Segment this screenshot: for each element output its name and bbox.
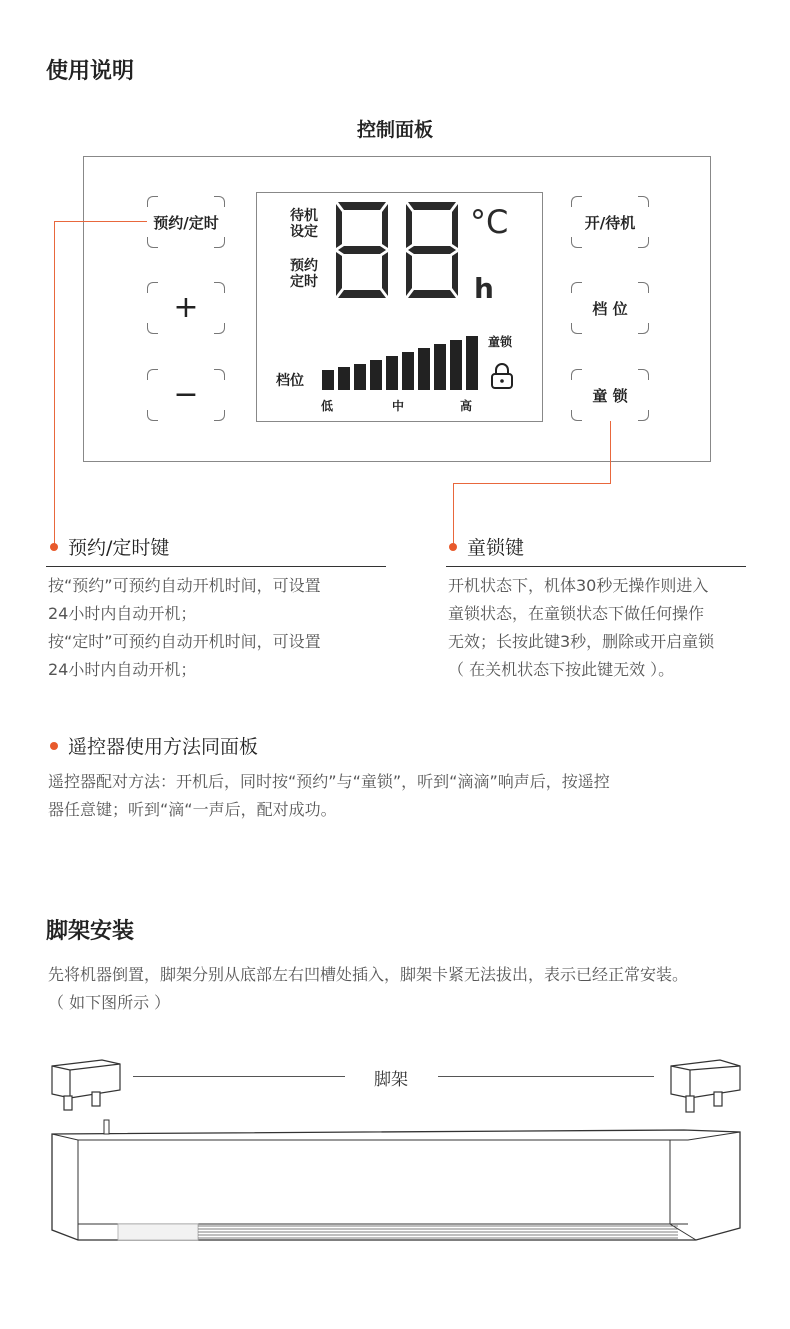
lock-icon [490,362,514,390]
child-lock-button-label: 童 锁 [592,386,628,405]
gear-bar [418,348,430,390]
standby-setting-label: 待机 设定 [290,208,318,240]
remote-text: 遥控器配对方法：开机后，同时按“预约”与“童锁”，听到“滴滴”响声后，按遥控 器任意键；听到“滴“一声后，配对成功。 [48,772,610,819]
minus-icon: − [173,377,199,412]
gear-bar [450,340,462,390]
gear-indicator-label: 档位 [276,373,304,389]
callout-lock-title: 童锁键 [467,537,525,559]
gear-bar [354,364,366,390]
bullet-dot [50,742,58,750]
leader-line-left-v [54,221,55,545]
level-mid: 中 [392,399,405,413]
schedule-timer-label: 预约 定时 [290,258,318,290]
leader-line-right-v2 [453,483,454,545]
stand-install-text: 先将机器倒置，脚架分别从底部左右凹槽处插入，脚架卡紧无法拔出，表示已经正常安装。 （ 如下图所示 ） [48,965,689,1012]
plus-button[interactable] [147,282,225,334]
leader-line-right-h [453,483,611,484]
gear-bar [338,367,350,390]
section-title-instructions: 使用说明 [46,59,135,84]
leader-line-left-h [54,221,147,222]
gear-bar [466,336,478,390]
hour-unit: h [474,272,494,305]
bullet-dot [50,543,58,551]
stand-left-illustration [48,1058,123,1118]
gear-bar [434,344,446,390]
gear-level-bars [320,334,480,392]
gear-bar [370,360,382,390]
schedule-timer-button[interactable] [147,196,225,248]
gear-bar [322,370,334,390]
bullet-dot [449,543,457,551]
stand-label-line-left [133,1076,345,1077]
section-title-stand-install: 脚架安装 [46,919,135,944]
power-standby-button[interactable] [571,196,649,248]
schedule-timer-button-label: 预约/定时 [153,213,219,232]
gear-bar [402,352,414,390]
stand-label-line-right [438,1076,654,1077]
leader-line-right-v1 [610,421,611,483]
plus-icon: + [173,290,199,325]
seven-segment-digits [328,200,468,300]
level-low: 低 [321,399,334,413]
stand-label: 脚架 [374,1070,408,1090]
gear-button-label: 档 位 [592,299,628,318]
callout-divider [446,566,746,567]
stand-right-illustration [668,1058,743,1118]
callout-schedule-text: 按“预约”可预约自动开机时间，可设置 24小时内自动开机； 按“定时”可预约自动开机时间，可设置 24小时内自动开机； [48,576,321,679]
panel-title: 控制面板 [356,119,433,141]
heater-body-illustration [48,1118,744,1248]
gear-bar [386,356,398,390]
callout-divider [46,566,386,567]
child-lock-indicator-label: 童锁 [488,335,513,349]
power-standby-button-label: 开/待机 [584,213,636,232]
remote-title: 遥控器使用方法同面板 [68,736,259,758]
callout-schedule-title: 预约/定时键 [68,537,170,559]
celsius-unit: °C [470,203,509,241]
level-high: 高 [460,399,473,413]
child-lock-button[interactable] [571,369,649,421]
gear-button[interactable] [571,282,649,334]
minus-button[interactable] [147,369,225,421]
callout-lock-text: 开机状态下，机体30秒无操作则进入 童锁状态，在童锁状态下做任何操作 无效；长按此键3秒，删除或开启童锁 （ 在关机状态下按此键无效 ）。 [448,576,715,679]
